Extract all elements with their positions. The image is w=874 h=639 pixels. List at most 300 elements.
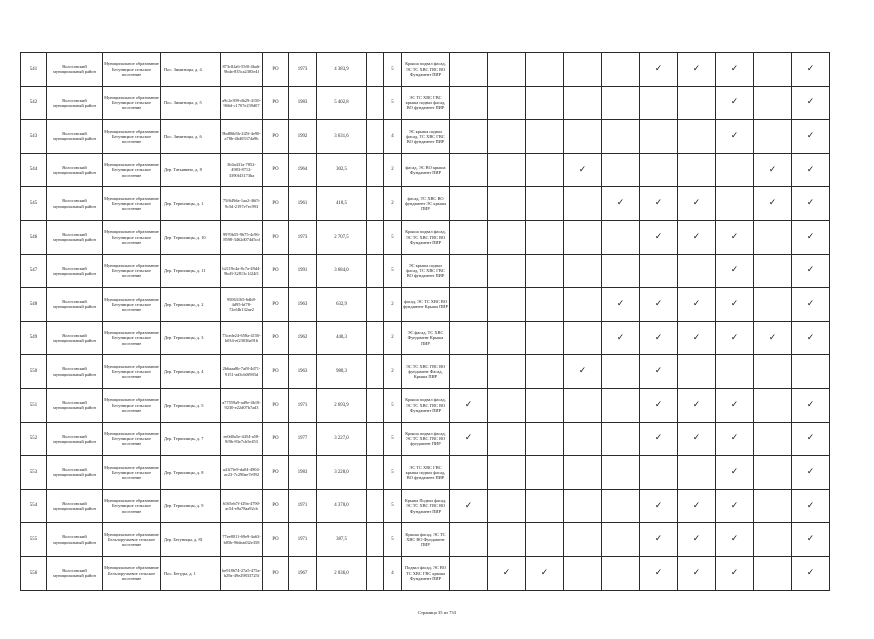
checkmark-icon: ✓	[792, 388, 830, 422]
floors-cell: 5	[384, 422, 402, 456]
empty-work-cell	[716, 187, 754, 221]
checkmark-icon: ✓	[716, 556, 754, 590]
empty-work-cell	[526, 355, 564, 389]
checkmark-icon: ✓	[792, 523, 830, 557]
empty-work-cell	[526, 254, 564, 288]
district-cell: Волосовский муниципальный район	[47, 456, 103, 490]
row-number: 555	[21, 523, 47, 557]
municipality-cell: Муниципальное образование Бельлоручьевое сельское поселение	[103, 556, 161, 590]
address-cell: Дер. Терпилицы, д. 4	[161, 355, 221, 389]
table-row	[21, 254, 830, 288]
empty-work-cell	[488, 489, 526, 523]
empty-work-cell	[488, 456, 526, 490]
address-cell: Дер. Татьянино, д. 8	[161, 153, 221, 187]
table-row	[21, 321, 830, 355]
total-area-cell: 3 684,0	[317, 254, 367, 288]
row-number: 543	[21, 120, 47, 154]
empty-work-cell	[678, 153, 716, 187]
checkmark-icon: ✓	[716, 523, 754, 557]
works-cell: ЭС ТС ХВС ГВС крыша подвал фасад, ВО фундамент ПИР	[402, 86, 450, 120]
empty-work-cell	[716, 355, 754, 389]
empty-work-cell	[564, 321, 602, 355]
checkmark-icon: ✓	[640, 355, 678, 389]
checkmark-icon: ✓	[640, 422, 678, 456]
empty-work-cell	[450, 288, 488, 322]
municipality-cell: Муниципальное образование Бегуницкое сельское поселение	[103, 220, 161, 254]
address-cell: Дер. Терпилицы, д. 11	[161, 254, 221, 288]
address-cell: Дер. Терпилицы, д. 7	[161, 422, 221, 456]
fund-type-cell: РО	[263, 288, 289, 322]
empty-work-cell	[564, 53, 602, 87]
empty-cell	[367, 53, 384, 87]
fias-code-cell: 73cede24-658a-4150-b034-ef23036a91b	[221, 321, 263, 355]
empty-work-cell	[450, 523, 488, 557]
checkmark-icon: ✓	[450, 422, 488, 456]
floors-cell: 2	[384, 355, 402, 389]
empty-work-cell	[450, 153, 488, 187]
empty-work-cell	[754, 288, 792, 322]
build-year-cell: 1983	[289, 86, 317, 120]
empty-work-cell	[602, 254, 640, 288]
table-row	[21, 86, 830, 120]
table-row	[21, 355, 830, 389]
district-cell: Волосовский муниципальный район	[47, 187, 103, 221]
floors-cell: 5	[384, 388, 402, 422]
works-cell: фасад, ЭС ВО крыша Фундамент ПИР	[402, 153, 450, 187]
empty-cell	[367, 456, 384, 490]
table-row	[21, 288, 830, 322]
empty-work-cell	[602, 556, 640, 590]
fias-code-cell: 77ee8011-69e9-4a63-b85b-96dead32e358	[221, 523, 263, 557]
checkmark-icon: ✓	[564, 355, 602, 389]
empty-work-cell	[564, 86, 602, 120]
checkmark-icon: ✓	[640, 187, 678, 221]
checkmark-icon: ✓	[792, 187, 830, 221]
checkmark-icon: ✓	[526, 556, 564, 590]
empty-work-cell	[602, 388, 640, 422]
checkmark-icon: ✓	[716, 422, 754, 456]
address-cell: Дер. Терпилицы, д. 3	[161, 321, 221, 355]
build-year-cell: 1971	[289, 523, 317, 557]
fias-code-cell: 95063165-6db8-4d95-bf78-72ef4b132ae2	[221, 288, 263, 322]
checkmark-icon: ✓	[602, 321, 640, 355]
empty-work-cell	[488, 220, 526, 254]
checkmark-icon: ✓	[678, 523, 716, 557]
checkmark-icon: ✓	[792, 288, 830, 322]
address-cell: Дер. Терпилицы, д. 8	[161, 456, 221, 490]
fund-type-cell: РО	[263, 456, 289, 490]
build-year-cell: 1971	[289, 388, 317, 422]
fias-code-cell: 75f649da-1aa2-46f5-9c5d-2197e7ec993	[221, 187, 263, 221]
works-cell: фасад, ЭС ТС ХВС ВО фундамент Крыша ПИР	[402, 288, 450, 322]
table-row	[21, 220, 830, 254]
total-area-cell: 632,9	[317, 288, 367, 322]
fias-code-cell: 9970b55-9675-4c96-8598-3462d074d5cd	[221, 220, 263, 254]
empty-work-cell	[754, 556, 792, 590]
floors-cell: 5	[384, 254, 402, 288]
total-area-cell: 2 036,0	[317, 556, 367, 590]
row-number: 556	[21, 556, 47, 590]
row-number: 550	[21, 355, 47, 389]
empty-work-cell	[564, 120, 602, 154]
checkmark-icon: ✓	[716, 254, 754, 288]
empty-work-cell	[526, 388, 564, 422]
district-cell: Волосовский муниципальный район	[47, 422, 103, 456]
empty-cell	[367, 388, 384, 422]
works-cell: ЭС ТС ХВС ГВС крыша подвал фасад, ВО фундамент ПИР	[402, 456, 450, 490]
works-cell: Крыша подвал фасад, ЭС ТС ХВС ГВС ВО Фундамент ПИР	[402, 53, 450, 87]
fund-type-cell: РО	[263, 53, 289, 87]
checkmark-icon: ✓	[716, 53, 754, 87]
empty-work-cell	[754, 489, 792, 523]
table-row	[21, 120, 830, 154]
checkmark-icon: ✓	[678, 388, 716, 422]
empty-work-cell	[754, 355, 792, 389]
checkmark-icon: ✓	[792, 86, 830, 120]
empty-work-cell	[564, 288, 602, 322]
table-row	[21, 153, 830, 187]
checkmark-icon: ✓	[640, 523, 678, 557]
district-cell: Волосовский муниципальный район	[47, 86, 103, 120]
table-row	[21, 422, 830, 456]
table-row	[21, 556, 830, 590]
empty-work-cell	[602, 355, 640, 389]
works-cell: Крыша подвал фасад, ЭС ТС ХВС ГВС ВО Фундамент ПИР	[402, 388, 450, 422]
empty-work-cell	[754, 422, 792, 456]
empty-work-cell	[488, 523, 526, 557]
row-number: 546	[21, 220, 47, 254]
fias-code-cell: 2b6aaa8b-7af8-4d71-9151-ad3cb0f983d	[221, 355, 263, 389]
empty-cell	[367, 288, 384, 322]
checkmark-icon: ✓	[602, 288, 640, 322]
row-number: 552	[21, 422, 47, 456]
empty-work-cell	[488, 53, 526, 87]
empty-work-cell	[602, 422, 640, 456]
empty-work-cell	[792, 355, 830, 389]
empty-work-cell	[564, 220, 602, 254]
fund-type-cell: РО	[263, 489, 289, 523]
fias-code-cell: a77559a9-ad9e-4b18-9230-e22d07b7ad3	[221, 388, 263, 422]
fias-code-cell: be918674-27a5-475a-b29a-49e29833725f	[221, 556, 263, 590]
works-cell: ЭС крыша подвал фасад, ТС ХВС ГВС ВО фундамент ПИР	[402, 120, 450, 154]
row-number: 542	[21, 86, 47, 120]
empty-work-cell	[450, 355, 488, 389]
checkmark-icon: ✓	[640, 556, 678, 590]
fias-code-cell: 364a431a-7852-4983-8712-3390f43173ba	[221, 153, 263, 187]
checkmark-icon: ✓	[678, 489, 716, 523]
works-cell: ЭС крыша подвал фасад, ТС ХВС ГВС ВО фундамент ПИР	[402, 254, 450, 288]
checkmark-icon: ✓	[488, 556, 526, 590]
empty-work-cell	[488, 86, 526, 120]
checkmark-icon: ✓	[678, 321, 716, 355]
empty-work-cell	[754, 53, 792, 87]
fund-type-cell: РО	[263, 220, 289, 254]
empty-work-cell	[564, 523, 602, 557]
empty-work-cell	[602, 489, 640, 523]
build-year-cell: 1992	[289, 120, 317, 154]
empty-work-cell	[678, 456, 716, 490]
table-row	[21, 456, 830, 490]
total-area-cell: 5 402,8	[317, 86, 367, 120]
empty-cell	[367, 523, 384, 557]
row-number: 554	[21, 489, 47, 523]
floors-cell: 2	[384, 153, 402, 187]
checkmark-icon: ✓	[640, 321, 678, 355]
fund-type-cell: РО	[263, 388, 289, 422]
empty-work-cell	[640, 86, 678, 120]
district-cell: Волосовский муниципальный район	[47, 120, 103, 154]
works-cell: Крыша подвал фасад, ЭС ТС ХВС ГВС ВО Фундамент ПИР	[402, 220, 450, 254]
municipality-cell: Муниципальное образование Бегуницкое сельское поселение	[103, 355, 161, 389]
empty-work-cell	[450, 53, 488, 87]
district-cell: Волосовский муниципальный район	[47, 556, 103, 590]
empty-work-cell	[678, 86, 716, 120]
empty-work-cell	[678, 254, 716, 288]
works-cell: ЭС ТС ХВС ГВС ВО фундамент Фасад, Крыша ПИР	[402, 355, 450, 389]
empty-cell	[367, 254, 384, 288]
fias-code-cell: a41f7fe9-da04-4904-ac23-7c290ae7e992	[221, 456, 263, 490]
page-number: Страница 35 из 733	[417, 610, 457, 615]
row-number: 544	[21, 153, 47, 187]
build-year-cell: 1973	[289, 220, 317, 254]
checkmark-icon: ✓	[792, 120, 830, 154]
checkmark-icon: ✓	[640, 220, 678, 254]
municipality-cell: Муниципальное образование Бегуницкое сельское поселение	[103, 456, 161, 490]
housing-register-table	[20, 52, 830, 591]
district-cell: Волосовский муниципальный район	[47, 220, 103, 254]
checkmark-icon: ✓	[678, 556, 716, 590]
empty-work-cell	[526, 456, 564, 490]
fund-type-cell: РО	[263, 355, 289, 389]
fund-type-cell: РО	[263, 321, 289, 355]
floors-cell: 5	[384, 53, 402, 87]
municipality-cell: Муниципальное образование Бельлоручьевое сельское поселение	[103, 523, 161, 557]
checkmark-icon: ✓	[678, 53, 716, 87]
empty-work-cell	[450, 86, 488, 120]
checkmark-icon: ✓	[678, 187, 716, 221]
table-row	[21, 523, 830, 557]
fund-type-cell: РО	[263, 86, 289, 120]
empty-work-cell	[602, 120, 640, 154]
checkmark-icon: ✓	[640, 53, 678, 87]
checkmark-icon: ✓	[716, 220, 754, 254]
address-cell: Дер. Терпилицы, д. 9	[161, 489, 221, 523]
checkmark-icon: ✓	[602, 187, 640, 221]
fund-type-cell: РО	[263, 422, 289, 456]
empty-work-cell	[716, 153, 754, 187]
empty-work-cell	[488, 288, 526, 322]
address-cell: Пос. Зимитицы, д. 6	[161, 120, 221, 154]
checkmark-icon: ✓	[792, 556, 830, 590]
district-cell: Волосовский муниципальный район	[47, 153, 103, 187]
district-cell: Волосовский муниципальный район	[47, 489, 103, 523]
empty-cell	[367, 489, 384, 523]
checkmark-icon: ✓	[716, 388, 754, 422]
checkmark-icon: ✓	[678, 422, 716, 456]
checkmark-icon: ✓	[792, 153, 830, 187]
empty-work-cell	[526, 288, 564, 322]
empty-work-cell	[526, 523, 564, 557]
total-area-cell: 3 631,6	[317, 120, 367, 154]
empty-work-cell	[488, 422, 526, 456]
empty-cell	[367, 556, 384, 590]
checkmark-icon: ✓	[564, 153, 602, 187]
empty-work-cell	[526, 187, 564, 221]
floors-cell: 2	[384, 321, 402, 355]
empty-work-cell	[754, 388, 792, 422]
municipality-cell: Муниципальное образование Бегуницкое сельское поселение	[103, 153, 161, 187]
checkmark-icon: ✓	[754, 321, 792, 355]
build-year-cell: 1991	[289, 254, 317, 288]
empty-work-cell	[564, 388, 602, 422]
empty-work-cell	[450, 321, 488, 355]
empty-work-cell	[602, 153, 640, 187]
checkmark-icon: ✓	[450, 489, 488, 523]
fund-type-cell: РО	[263, 556, 289, 590]
empty-work-cell	[564, 254, 602, 288]
table-row	[21, 187, 830, 221]
checkmark-icon: ✓	[792, 422, 830, 456]
empty-cell	[367, 120, 384, 154]
floors-cell: 4	[384, 120, 402, 154]
address-cell: Дер. Терпилицы, д. 5	[161, 388, 221, 422]
empty-work-cell	[640, 254, 678, 288]
build-year-cell: 1964	[289, 153, 317, 187]
empty-work-cell	[488, 120, 526, 154]
build-year-cell: 1967	[289, 556, 317, 590]
table-row	[21, 388, 830, 422]
empty-work-cell	[450, 254, 488, 288]
floors-cell: 2	[384, 288, 402, 322]
works-cell: Крыша подвал фасад, ЭС ТС ХВС ГВС ВО фундамент ПИР	[402, 422, 450, 456]
row-number: 551	[21, 388, 47, 422]
checkmark-icon: ✓	[792, 53, 830, 87]
empty-work-cell	[488, 388, 526, 422]
empty-work-cell	[754, 523, 792, 557]
checkmark-icon: ✓	[716, 456, 754, 490]
checkmark-icon: ✓	[678, 288, 716, 322]
municipality-cell: Муниципальное образование Бегуницкое сельское поселение	[103, 489, 161, 523]
empty-cell	[367, 422, 384, 456]
empty-work-cell	[450, 456, 488, 490]
empty-work-cell	[526, 120, 564, 154]
empty-work-cell	[526, 220, 564, 254]
fias-code-cell: b2119c4a-8c7a-49d4-9bd3-32813c1f24f1	[221, 254, 263, 288]
total-area-cell: 3 228,0	[317, 456, 367, 490]
checkmark-icon: ✓	[792, 456, 830, 490]
address-cell: Дер. Бегуницы, д. 81	[161, 523, 221, 557]
checkmark-icon: ✓	[716, 321, 754, 355]
empty-cell	[367, 321, 384, 355]
empty-work-cell	[526, 321, 564, 355]
works-cell: ЭС фасад, ТС ХВС Фундамент Крыша ПИР	[402, 321, 450, 355]
address-cell: Дер. Терпилицы, д. 1	[161, 187, 221, 221]
fund-type-cell: РО	[263, 120, 289, 154]
build-year-cell: 1963	[289, 355, 317, 389]
empty-work-cell	[754, 456, 792, 490]
total-area-cell: 418,5	[317, 187, 367, 221]
total-area-cell: 4 370,0	[317, 489, 367, 523]
district-cell: Волосовский муниципальный район	[47, 53, 103, 87]
empty-work-cell	[678, 120, 716, 154]
works-cell: Подвал фасад, ЭС ВО ТС ХВС ГВС крыша Фундамент ПИР	[402, 556, 450, 590]
empty-work-cell	[640, 456, 678, 490]
municipality-cell: Муниципальное образование Бегуницкое сельское поселение	[103, 120, 161, 154]
floors-cell: 2	[384, 187, 402, 221]
fund-type-cell: РО	[263, 523, 289, 557]
empty-work-cell	[754, 220, 792, 254]
empty-work-cell	[602, 456, 640, 490]
checkmark-icon: ✓	[792, 321, 830, 355]
build-year-cell: 1961	[289, 187, 317, 221]
municipality-cell: Муниципальное образование Бегуницкое сельское поселение	[103, 86, 161, 120]
fias-code-cell: 6165eb7f-f29a-4790-ac54-e9a78aa92cb	[221, 489, 263, 523]
empty-work-cell	[602, 53, 640, 87]
checkmark-icon: ✓	[640, 489, 678, 523]
row-number: 541	[21, 53, 47, 87]
fias-code-cell: 873c82a6-55f0-4ba6-9bda-835ca2385e4f	[221, 53, 263, 87]
district-cell: Волосовский муниципальный район	[47, 388, 103, 422]
fias-code-cell: 9bd86b5b-245f-4e90-a78b-4b405374a9b	[221, 120, 263, 154]
build-year-cell: 1962	[289, 321, 317, 355]
empty-work-cell	[488, 153, 526, 187]
empty-work-cell	[450, 556, 488, 590]
build-year-cell: 1973	[289, 53, 317, 87]
checkmark-icon: ✓	[640, 388, 678, 422]
fund-type-cell: РО	[263, 187, 289, 221]
empty-work-cell	[488, 187, 526, 221]
municipality-cell: Муниципальное образование Бегуницкое сельское поселение	[103, 288, 161, 322]
empty-work-cell	[526, 153, 564, 187]
row-number: 553	[21, 456, 47, 490]
checkmark-icon: ✓	[716, 120, 754, 154]
empty-work-cell	[602, 523, 640, 557]
empty-work-cell	[450, 220, 488, 254]
floors-cell: 5	[384, 86, 402, 120]
floors-cell: 4	[384, 556, 402, 590]
checkmark-icon: ✓	[716, 489, 754, 523]
empty-work-cell	[754, 86, 792, 120]
total-area-cell: 440,3	[317, 321, 367, 355]
checkmark-icon: ✓	[792, 220, 830, 254]
fund-type-cell: РО	[263, 254, 289, 288]
empty-work-cell	[564, 422, 602, 456]
empty-work-cell	[564, 556, 602, 590]
empty-work-cell	[488, 355, 526, 389]
checkmark-icon: ✓	[450, 388, 488, 422]
district-cell: Волосовский муниципальный район	[47, 321, 103, 355]
works-cell: Крыша фасад, ЭС ТС ХВС ВО Фундамент ПИР	[402, 523, 450, 557]
empty-cell	[367, 86, 384, 120]
empty-work-cell	[526, 422, 564, 456]
table-row	[21, 489, 830, 523]
floors-cell: 5	[384, 489, 402, 523]
municipality-cell: Муниципальное образование Бегуницкое сельское поселение	[103, 187, 161, 221]
works-cell: Крыша Подвал фасад, ЭС ТС ХВС ГВС ВО Фундамент ПИР	[402, 489, 450, 523]
total-area-cell: 980,3	[317, 355, 367, 389]
fias-code-cell: ee0d0a5e-4454-a58-9f9b-83e7cb5e453	[221, 422, 263, 456]
empty-work-cell	[640, 120, 678, 154]
empty-work-cell	[602, 220, 640, 254]
checkmark-icon: ✓	[792, 489, 830, 523]
fias-code-cell: a9c2e399-db29-4150-966d-c1707e239d07	[221, 86, 263, 120]
empty-work-cell	[678, 355, 716, 389]
total-area-cell: 2 693,9	[317, 388, 367, 422]
table-row	[21, 53, 830, 87]
total-area-cell: 4 383,9	[317, 53, 367, 87]
row-number: 548	[21, 288, 47, 322]
district-cell: Волосовский муниципальный район	[47, 254, 103, 288]
